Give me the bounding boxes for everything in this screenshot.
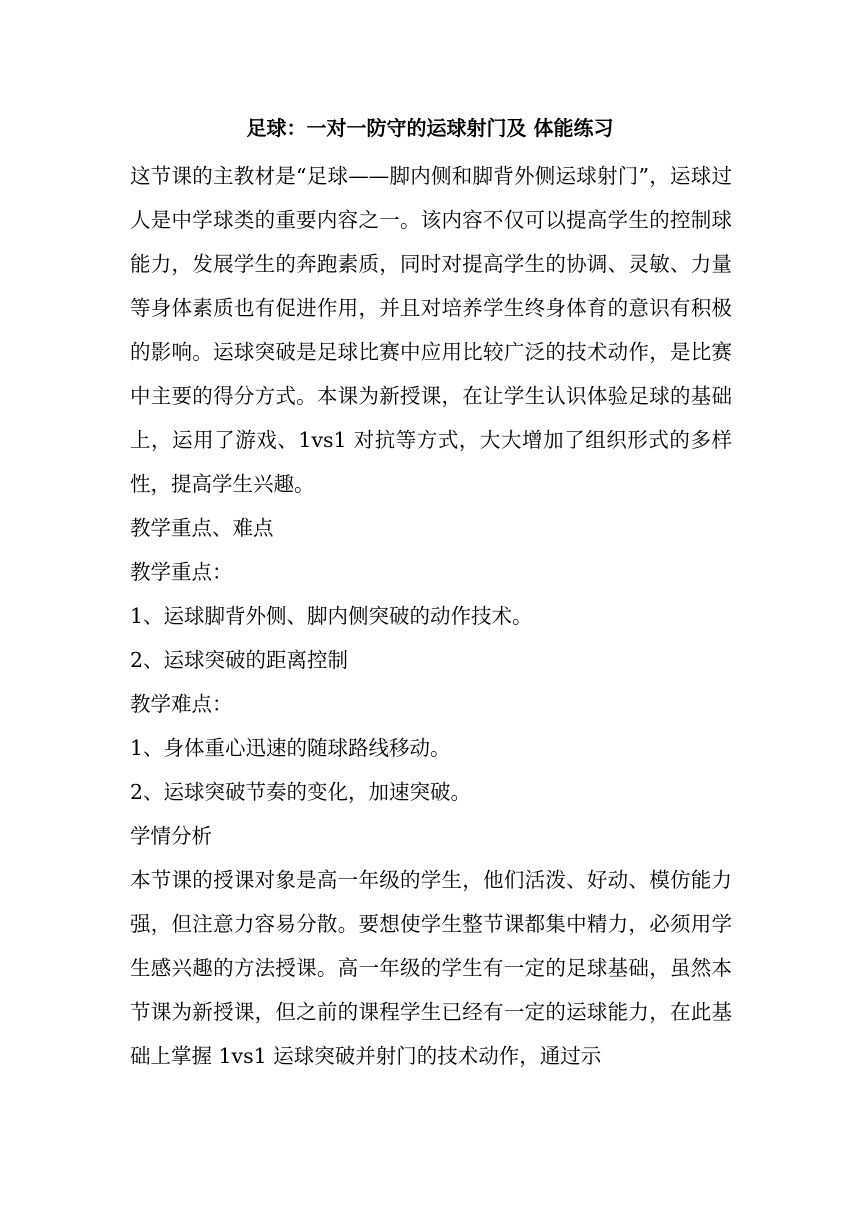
section-heading-student-analysis: 学情分析 xyxy=(130,824,212,848)
difficulty-item: 1、身体重心迅速的随球路线移动。 xyxy=(130,736,451,760)
document-title: 足球：一对一防守的运球射门及 体能练习 xyxy=(246,116,614,140)
key-point-item: 2、运球突破的距离控制 xyxy=(130,648,349,672)
document-body xyxy=(130,154,732,1078)
key-point-item: 1、运球脚背外侧、脚内侧突破的动作技术。 xyxy=(130,604,533,628)
section-heading-key-points: 教学重点、难点 xyxy=(130,516,274,540)
subheading-difficulties: 教学难点： xyxy=(130,692,233,716)
subheading-key-points: 教学重点： xyxy=(130,560,233,584)
intro-paragraph: 这节课的主教材是“足球——脚内侧和脚背外侧运球射门”，运球过人是中学球类的重要内容之一。该内容不仅可以提高学生的控制球能力，发展学生的奔跑素质，同时对提高学生的协调、灵敏、力量等身体素质也有促进作用，并且对培养学生终身体育的意识有积极的影响。运球突破是足球比赛中应用比较广泛的技术动作，是比赛中主要的得分方式。本课为新授课，在让学生认识体验足球的基础上，运用了游戏、1vs1 对抗等方式，大大增加了组织形式的多样性，提高学生兴趣。 xyxy=(130,164,732,496)
difficulty-item: 2、运球突破节奏的变化，加速突破。 xyxy=(130,780,472,804)
student-analysis-paragraph: 本节课的授课对象是高一年级的学生，他们活泼、好动、模仿能力强，但注意力容易分散。要想使学生整节课都集中精力，必须用学生感兴趣的方法授课。高一年级的学生有一定的足球基础，虽然本节课为新授课，但之前的课程学生已经有一定的运球能力，在此基础上掌握 1vs1 运球突破并射门的技术动作，通过示 xyxy=(130,868,732,1068)
